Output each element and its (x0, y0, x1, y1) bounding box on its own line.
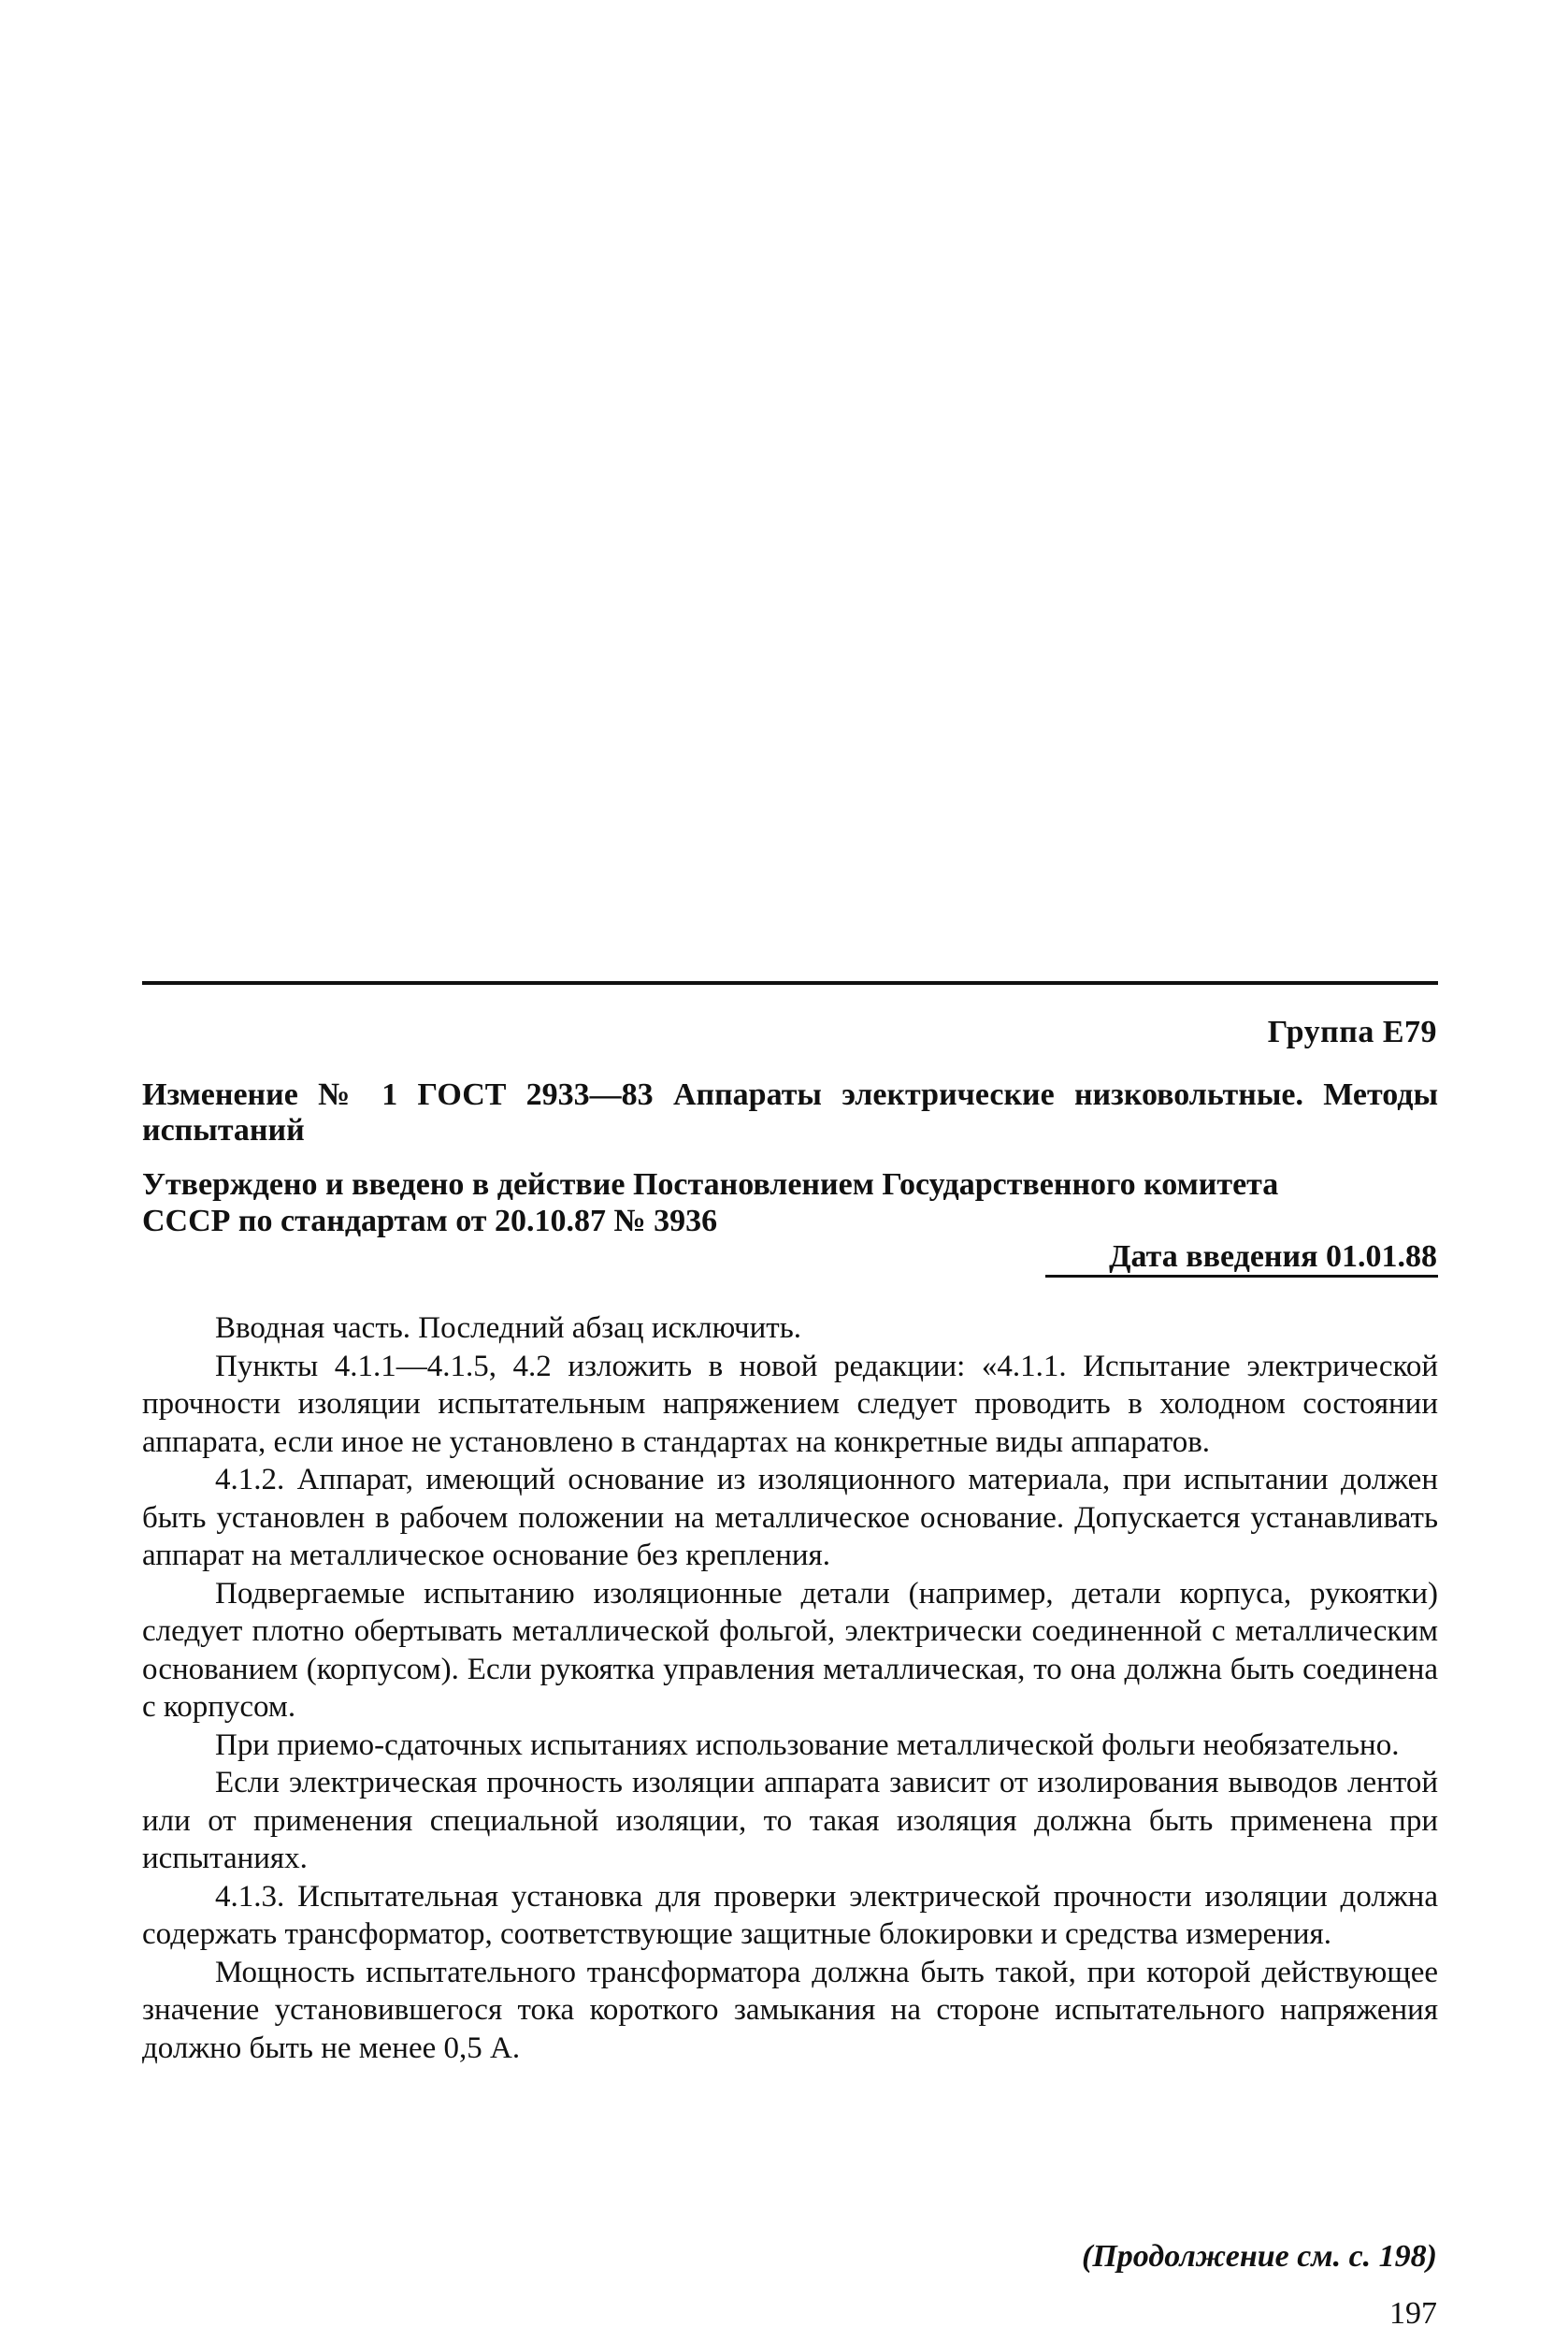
approval-statement-line-2: СССР по стандартам от 20.10.87 № 3936 (142, 1204, 718, 1238)
page-number: 197 (1389, 2296, 1437, 2331)
body-paragraph: Вводная часть. Последний абзац исключить. (215, 1311, 802, 1345)
effective-date: Дата введения 01.01.88 (1109, 1239, 1437, 1274)
body-paragraph: Пункты 4.1.1—4.1.5, 4.2 изложить в новой редакции: «4.1.1. Испытание электрической прочности изоляции испытательным напряжением следует проводить в холодном состоянии аппарата, если иное не установлено в стандартах на конкретные виды аппаратов. (142, 1349, 1438, 1459)
body-paragraph: Подвергаемые испытанию изоляционные детали (например, детали корпуса, рукоятки) следует плотно обертывать металлической фольгой, электрически соединенной с металлическим основанием (корпусом). Если рукоятка управления металлическая, то она должна быть соединена с корпусом. (142, 1576, 1438, 1724)
body-paragraph: 4.1.2. Аппарат, имеющий основание из изоляционного материала, при испытании должен быть установлен в рабочем положении на металлическое основание. Допускается устанавливать аппарат на металлическое основание без крепления. (142, 1463, 1438, 1572)
header-rule (142, 981, 1438, 985)
body-paragraph: При приемо-сдаточных испытаниях использование металлической фольги необязательно. (215, 1727, 1400, 1762)
approval-statement-line-1: Утверждено и введено в действие Постановлением Государственного комитета (142, 1167, 1279, 1202)
body-text (142, 1309, 1438, 2067)
body-paragraph: 4.1.3. Испытательная установка для проверки электрической прочности изоляции должна содержать трансформатор, соответствующие защитные блокировки и средства измерения. (142, 1879, 1438, 1951)
effective-date-rule (1045, 1275, 1438, 1278)
body-paragraph: Мощность испытательного трансформатора должна быть такой, при которой действующее значение установившегося тока короткого замыкания на стороне испытательного напряжения должно быть не менее 0,5 А. (142, 1955, 1438, 2065)
change-title: Изменение № 1 ГОСТ 2933—83 Аппараты электрические низковольтные. Методы испытаний (142, 1077, 1438, 1148)
body-paragraph: Если электрическая прочность изоляции аппарата зависит от изолирования выводов лентой или от применения специальной изоляции, то такая изоляция должна быть применена при испытаниях. (142, 1766, 1438, 1875)
continuation-note: (Продолжение см. с. 198) (1082, 2239, 1437, 2274)
group-label: Группа Е79 (1267, 1015, 1437, 1049)
